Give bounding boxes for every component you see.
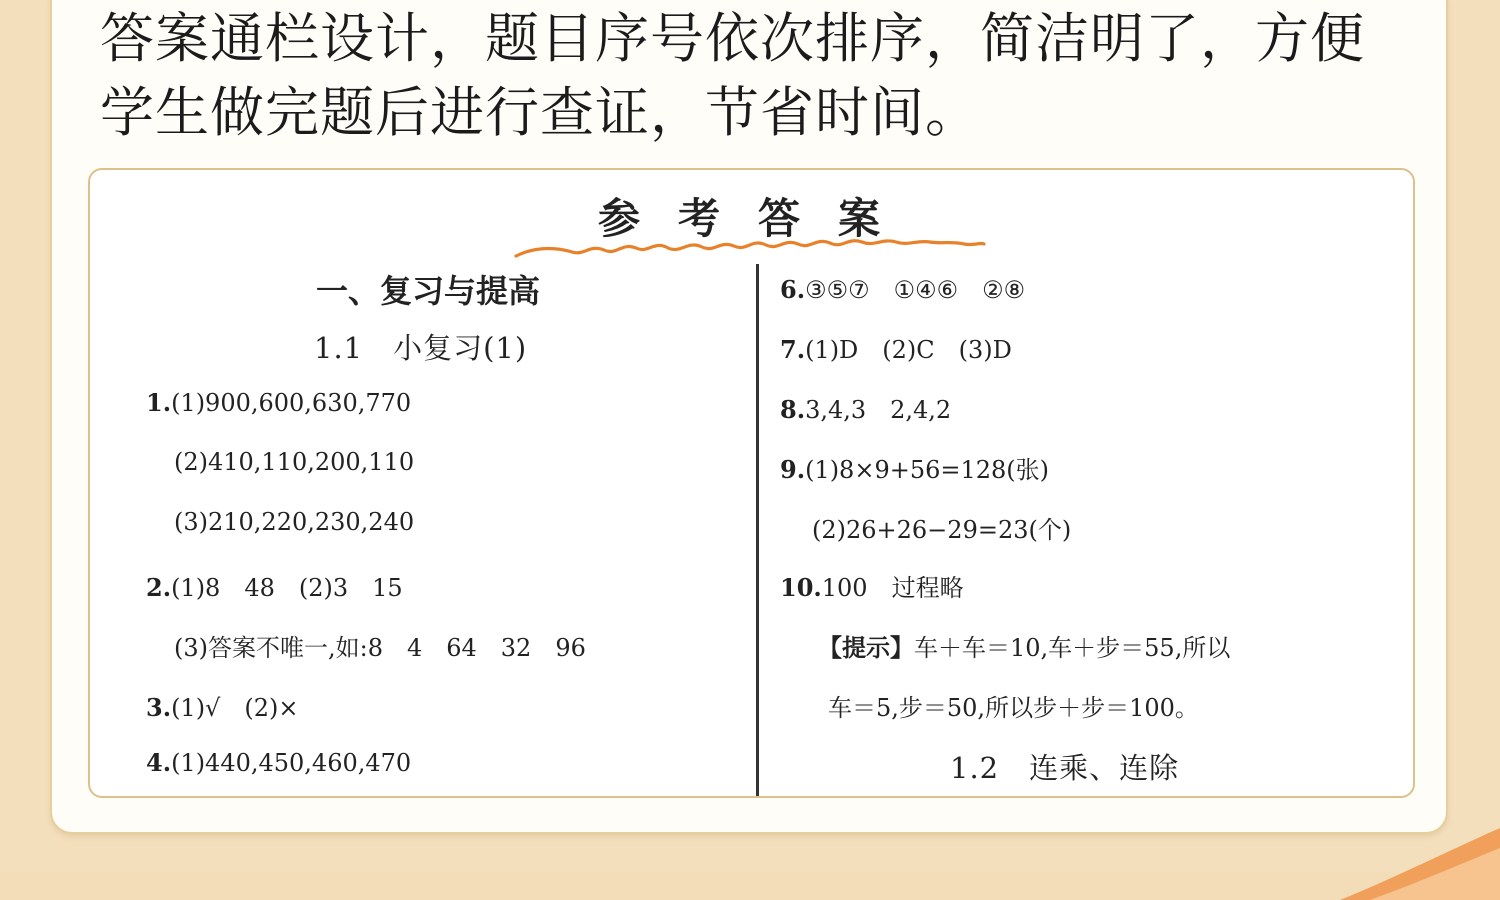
column-divider [756,264,759,796]
answer-text: (1)8×9+56=128(张) [805,456,1049,484]
question-number: 1. [146,388,172,417]
answer-text: 3,4,3 2,4,2 [805,396,952,424]
answer-text: ③⑤⑦ ①④⑥ ②⑧ [805,276,1026,304]
answer-line [780,568,964,603]
answer-line [780,450,1049,485]
next-subsection-title: 1.2 连乘、连除 [950,751,1180,785]
hint-line [828,688,1199,723]
answer-line [174,508,414,536]
answer-line [174,448,414,476]
answer-line [812,510,1071,545]
answer-text: (2)26+26−29=23(个) [812,516,1072,544]
question-number: 7. [780,335,806,364]
intro-description: 答案通栏设计，题目序号依次排序，简洁明了，方便学生做完题后进行查证，节省时间。 [100,7,1365,144]
section-heading: 一、复习与提高 [316,272,541,310]
question-number: 4. [146,748,172,777]
subsection-title: 1.1 小复习(1) [314,331,528,365]
answer-text: (3)210,220,230,240 [174,508,415,536]
answer-line [146,568,403,603]
hint-text: 车＝5,步＝50,所以步＋步＝100。 [828,694,1199,722]
answer-text: (1)8 48 (2)3 15 [171,574,403,602]
answer-line [780,330,1012,365]
orange-squiggle-underline [512,232,987,264]
answer-line [780,270,1025,305]
answer-line [146,748,411,777]
answer-text: 100 过程略 [821,574,964,602]
answer-text: (1)440,450,460,470 [171,749,412,777]
answer-text: (2)410,110,200,110 [174,448,415,476]
answer-line [174,628,586,663]
question-number: 10. [780,573,822,602]
question-number: 6. [780,275,806,304]
question-number: 9. [780,455,806,484]
answer-line [146,388,411,417]
bottom-background-strip [0,872,1500,900]
question-number: 2. [146,573,172,602]
hint-line [818,628,1230,663]
answer-text: (1)D (2)C (3)D [805,336,1012,364]
answer-text: (1)√ (2)× [171,694,299,722]
hint-text: 车＋车＝10,车＋步＝55,所以 [914,634,1231,662]
answer-line [780,390,951,425]
hint-label: 【提示】 [818,633,914,662]
question-number: 8. [780,395,806,424]
question-number: 3. [146,693,172,722]
answer-line [146,688,298,723]
answer-text: (1)900,600,630,770 [171,389,412,417]
answer-text: (3)答案不唯一,如:8 4 64 32 96 [174,634,586,662]
answer-title: 参考答案 [598,194,919,243]
